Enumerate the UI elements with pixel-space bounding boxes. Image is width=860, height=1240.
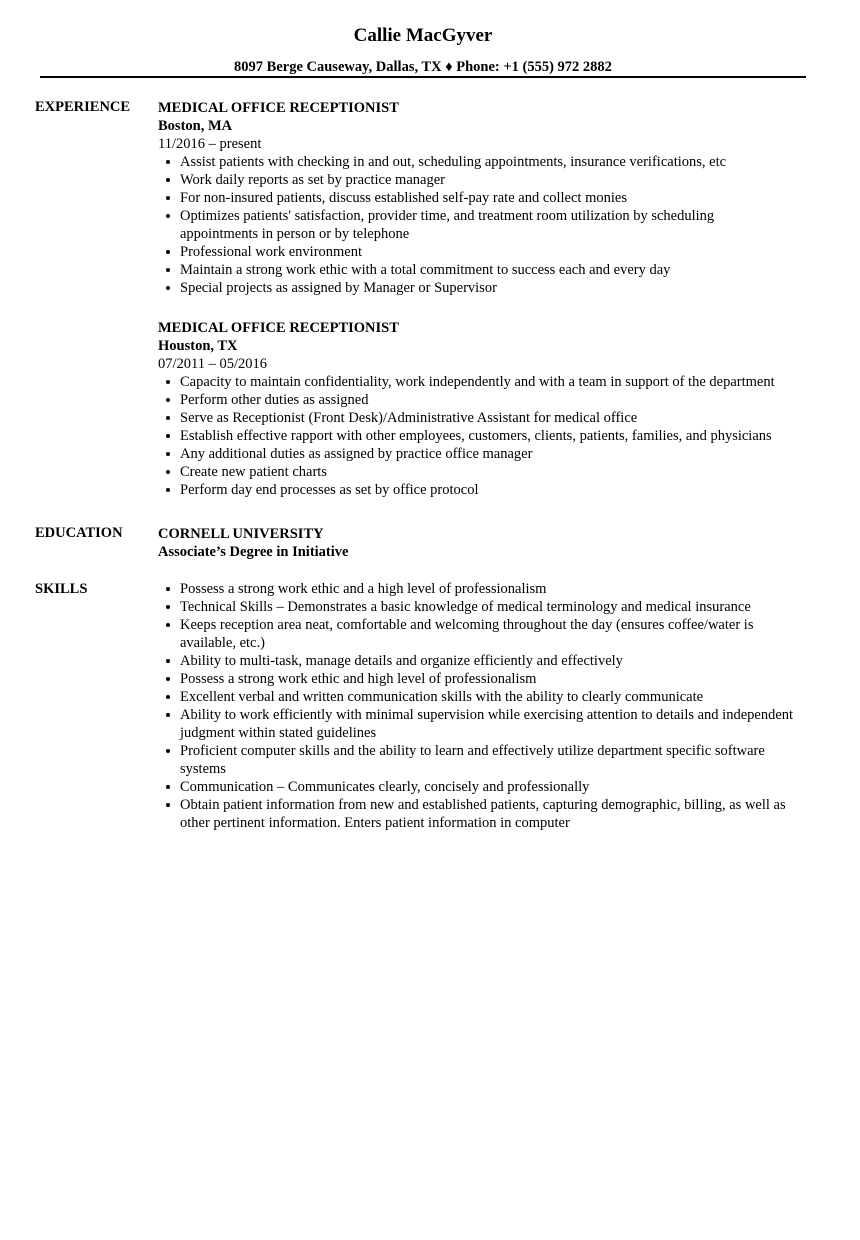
- list-item: Perform other duties as assigned: [180, 391, 818, 409]
- list-item: Ability to work efficiently with minimal supervision while exercising attention to details and independent judgment within stated guidelines: [180, 706, 805, 742]
- job-location: Boston, MA: [158, 118, 233, 134]
- job-dates: 11/2016 – present: [158, 136, 262, 152]
- job-title: MEDICAL OFFICE RECEPTIONIST: [158, 100, 399, 116]
- section-label-experience: EXPERIENCE: [35, 99, 131, 115]
- list-item: Proficient computer skills and the ability to learn and effectively utilize department specific software systems: [180, 742, 805, 778]
- job-bullets: [158, 373, 818, 499]
- list-item: Ability to multi-task, manage details and organize efficiently and effectively: [180, 652, 805, 670]
- candidate-name: Callie MacGyver: [353, 25, 493, 46]
- list-item: Work daily reports as set by practice manager: [180, 171, 818, 189]
- list-item: Create new patient charts: [180, 463, 818, 481]
- job-bullets: [158, 153, 818, 297]
- list-item: Assist patients with checking in and out, scheduling appointments, insurance verifications, etc: [180, 153, 818, 171]
- skills-list: [158, 580, 805, 832]
- school-name: CORNELL UNIVERSITY: [158, 526, 324, 542]
- experience-body: [158, 99, 818, 521]
- list-item: Capacity to maintain confidentiality, work independently and with a team in support of the department: [180, 373, 818, 391]
- job-entry: [158, 99, 818, 297]
- list-item: Establish effective rapport with other employees, customers, clients, patients, families, and physicians: [180, 427, 818, 445]
- list-item: Excellent verbal and written communication skills with the ability to clearly communicate: [180, 688, 805, 706]
- list-item: Keeps reception area neat, comfortable and welcoming throughout the day (ensures coffee/water is available, etc.): [180, 616, 805, 652]
- job-dates: 07/2011 – 05/2016: [158, 356, 268, 372]
- list-item: For non-insured patients, discuss established self-pay rate and collect monies: [180, 189, 818, 207]
- list-item: Communication – Communicates clearly, concisely and professionally: [180, 778, 805, 796]
- skills-body: [158, 580, 818, 832]
- list-item: Special projects as assigned by Manager or Supervisor: [180, 279, 818, 297]
- list-item: Serve as Receptionist (Front Desk)/Administrative Assistant for medical office: [180, 409, 818, 427]
- education-body: [158, 525, 818, 561]
- degree: Associate’s Degree in Initiative: [158, 544, 349, 560]
- list-item: Any additional duties as assigned by practice office manager: [180, 445, 818, 463]
- job-location: Houston, TX: [158, 338, 238, 354]
- section-label-skills: SKILLS: [35, 581, 88, 597]
- list-item: Maintain a strong work ethic with a total commitment to success each and every day: [180, 261, 818, 279]
- list-item: Perform day end processes as set by office protocol: [180, 481, 818, 499]
- list-item: Optimizes patients' satisfaction, provider time, and treatment room utilization by scheduling appointments in person or by telephone: [180, 207, 740, 243]
- list-item: Possess a strong work ethic and a high level of professionalism: [180, 580, 805, 598]
- list-item: Obtain patient information from new and established patients, capturing demographic, billing, as well as other pertinent information. Enters patient information in computer: [180, 796, 805, 832]
- contact-line: 8097 Berge Causeway, Dallas, TX ♦ Phone: +1 (555) 972 2882: [234, 59, 612, 75]
- job-entry: [158, 319, 818, 499]
- list-item: Possess a strong work ethic and high level of professionalism: [180, 670, 805, 688]
- list-item: Professional work environment: [180, 243, 818, 261]
- job-title: MEDICAL OFFICE RECEPTIONIST: [158, 320, 399, 336]
- section-label-education: EDUCATION: [35, 525, 123, 541]
- list-item: Technical Skills – Demonstrates a basic knowledge of medical terminology and medical insurance: [180, 598, 805, 616]
- header-divider: [40, 76, 806, 78]
